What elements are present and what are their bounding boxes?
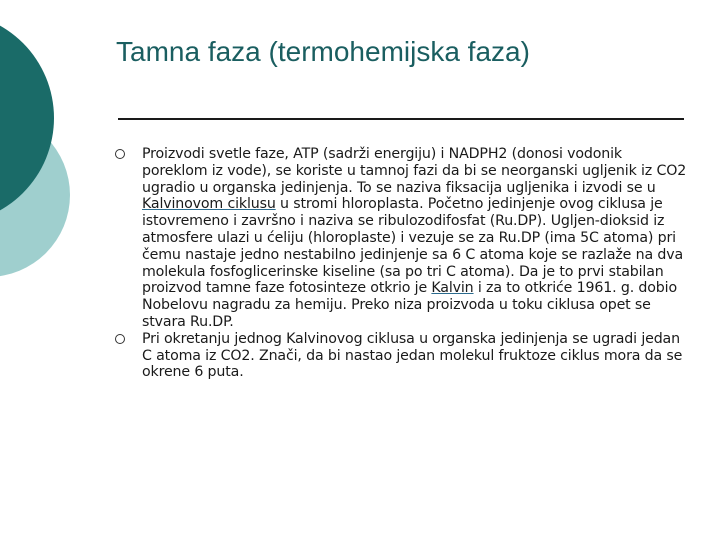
bullet-1-text-c: i za to otkriće 1961. g. dobio Nobelovu nagradu za hemiju. Preko niza proizvoda u toku ciklusa opet se stvara Ru.DP. (142, 280, 677, 330)
bullet-item-2 (110, 331, 690, 381)
bullet-1-text-a: Proizvodi svetle faze, ATP (sadrži energiju) i NADPH2 (donosi vodonik poreklom iz vode), se koriste u tamnoj fazi da bi se neorganski ugljenik iz CO2 ugradio u organska jedinjenja. To se naziva fiksacija ugljenika i izvodi se u (142, 146, 687, 196)
slide-title: Tamna faza (termohemijska faza) (116, 36, 530, 67)
bullet-list (110, 146, 690, 381)
bullet-2-text: Pri okretanju jednog Kalvinovog ciklusa u organska jedinjenja se ugradi jedan C atoma iz CO2. Znači, da bi nastao jedan molekul fruktoze ciklus mora da se okrene 6 puta. (142, 330, 683, 381)
decorative-circles (0, 0, 120, 300)
kalvin-link[interactable]: Kalvin (431, 280, 474, 297)
bullet-item-1 (110, 146, 690, 331)
title-divider (118, 118, 684, 120)
circle-bullet-icon (115, 334, 125, 344)
kalvinovom-ciklusu-link[interactable]: Kalvinovom ciklusu (142, 196, 276, 213)
bullet-1-text-b: u stromi hloroplasta. Početno jedinjenje ovog ciklusa je istovremeno i završno i naziva se ribulozodifosfat (Ru.DP). Ugljen-dioksid iz atmosfere ulazi u ćeliju (hloroplaste) i vezuje se za Ru.DP (ima 5C atoma) pri čemu nastaje jedno nestabilno jedinjenje sa 6 C atoma koje se razlaže na dva molekula fosfoglicerinske kiseline (sa po tri C atoma). Da je to prvi stabilan proizvod tamne faze fotosinteze otkrio je (142, 196, 684, 297)
circle-bullet-icon (115, 149, 125, 159)
